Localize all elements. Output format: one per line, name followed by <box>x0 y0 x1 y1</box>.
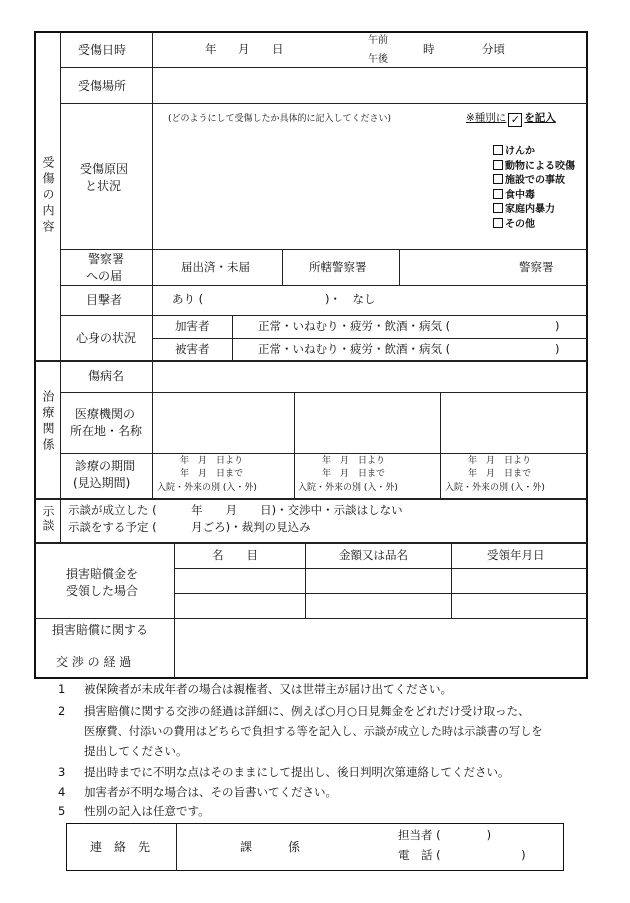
period-from: 年 月 日より <box>180 456 244 466</box>
period-label-2: (見込期間) <box>73 476 131 490</box>
hour-unit: 時 <box>423 42 435 56</box>
period-to: 年 月 日まで <box>180 469 244 479</box>
settlement-line-2[interactable]: 示談をする予定 ( 月ごろ)・裁判の見込み <box>68 520 311 534</box>
day-unit: 日 <box>272 42 284 56</box>
note-line: 被保険者が未成年者の場合は親権者、又は世帯主が届け出てください。 <box>84 682 452 696</box>
note-line: 性別の記入は任意です。 <box>84 804 210 818</box>
period-type[interactable]: 入院・外来の別 (入・外) <box>298 483 398 493</box>
col-header-name: 名 目 <box>212 548 258 562</box>
note-line: 損害賠償に関する交渉の経過は詳細に、例えば○月○日見舞金をどれだけ受け取った、 <box>84 704 530 718</box>
disease-label: 傷病名 <box>88 369 125 383</box>
note-line: 医療費、付添いの費用はどちらで負担する等を記入し、示談が成立した時は示談書の写しを <box>84 725 543 738</box>
period-label-1: 診療の期間 <box>75 459 136 473</box>
condition-label: 心身の状況 <box>76 331 137 345</box>
note-number: 5 <box>58 804 66 818</box>
note-number: 2 <box>58 704 66 718</box>
am-option[interactable]: 午前 <box>368 35 388 46</box>
facility-label-1: 医療機関の <box>75 407 136 421</box>
witness-yes[interactable]: あり ( <box>172 292 204 306</box>
checkbox-icon[interactable] <box>493 174 503 184</box>
type-item-fight[interactable]: けんか <box>493 145 575 160</box>
period-type[interactable]: 入院・外来の別 (入・外) <box>445 483 545 493</box>
note-line: 提出してください。 <box>84 744 188 758</box>
type-note <box>466 113 556 127</box>
facility-field-1[interactable] <box>154 394 293 452</box>
contact-dept[interactable]: 課 係 <box>240 840 301 854</box>
period-to: 年 月 日まで <box>322 469 386 479</box>
perpetrator-condition[interactable]: 正常・いねむり・疲労・飲酒・病気 ( <box>258 319 451 333</box>
contact-person[interactable]: 担当者 ( ) <box>398 828 492 842</box>
divider <box>35 542 587 544</box>
note-number: 1 <box>58 682 66 696</box>
checkbox-icon[interactable] <box>493 203 503 213</box>
year-unit: 年 <box>205 42 217 56</box>
negotiation-label-1: 損害賠償に関する <box>52 623 149 637</box>
type-item-domestic-violence[interactable]: 家庭内暴力 <box>493 203 575 218</box>
place-field[interactable] <box>154 69 586 102</box>
period-type[interactable]: 入院・外来の別 (入・外) <box>157 483 257 493</box>
note-line: 提出時までに不明な点はそのままにして提出し、後日判明次第連絡してください。 <box>84 765 510 779</box>
police-station-label: 所轄警察署 <box>309 260 367 274</box>
note-line: 加害者が不明な場合は、その旨書いてください。 <box>84 785 337 799</box>
facility-field-3[interactable] <box>442 394 586 452</box>
perpetrator-label: 加害者 <box>175 319 210 333</box>
contact-label: 連 絡 先 <box>90 840 151 854</box>
police-label-1: 警察署 <box>88 252 125 266</box>
compensation-label-2: 受領した場合 <box>66 584 139 598</box>
victim-condition[interactable]: 正常・いねむり・疲労・飲酒・病気 ( <box>258 342 451 356</box>
type-note-pre: ※種別に <box>466 112 507 124</box>
period-from: 年 月 日より <box>322 456 386 466</box>
cause-label-2: と状況 <box>85 179 122 193</box>
pm-option[interactable]: 午後 <box>368 54 388 65</box>
period-to: 年 月 日まで <box>468 469 532 479</box>
checkbox-icon[interactable] <box>493 189 503 199</box>
type-item-food-poisoning[interactable]: 食中毒 <box>493 189 575 204</box>
police-suffix: 警察署 <box>519 260 554 274</box>
note-number: 3 <box>58 765 66 779</box>
contact-phone[interactable]: 電 話 ( ) <box>398 848 526 862</box>
victim-label: 被害者 <box>175 342 210 356</box>
month-unit: 月 <box>238 42 250 56</box>
minute-unit: 分頃 <box>482 42 505 56</box>
checkbox-icon[interactable] <box>493 218 503 228</box>
cause-instruction: (どのようにして受傷したか具体的に記入してください) <box>168 114 392 124</box>
period-from: 年 月 日より <box>468 456 532 466</box>
section-label-injury: 受傷の内容 <box>41 156 55 236</box>
type-note-post: を記入 <box>524 112 556 124</box>
disease-field[interactable] <box>154 363 586 391</box>
injury-type-list <box>493 145 575 233</box>
type-item-other[interactable]: その他 <box>493 218 575 233</box>
note-number: 4 <box>58 785 66 799</box>
divider <box>35 360 587 362</box>
divider <box>35 498 587 500</box>
divider <box>35 618 587 619</box>
col-header-date: 受領年月日 <box>487 548 545 562</box>
witness-no[interactable]: )・ なし <box>325 292 376 306</box>
date-label: 受傷日時 <box>78 43 127 57</box>
type-item-animal-bite[interactable]: 動物による咬傷 <box>493 160 575 175</box>
checkbox-icon[interactable] <box>493 145 503 155</box>
police-label-2: への届 <box>86 269 123 283</box>
negotiation-label-2: 交 渉 の 経 過 <box>56 655 132 669</box>
close-paren: ) <box>555 319 560 333</box>
col-header-amount: 金額又は品名 <box>339 548 408 562</box>
cause-label-1: 受傷原因 <box>80 162 129 176</box>
checkbox-icon[interactable] <box>493 160 503 170</box>
type-item-facility-accident[interactable]: 施設での事故 <box>493 174 575 189</box>
check-icon: ✓ <box>508 113 522 127</box>
settlement-line-1[interactable]: 示談が成立した ( 年 月 日)・交渉中・示談はしない <box>68 503 403 517</box>
close-paren: ) <box>555 342 560 356</box>
compensation-label-1: 損害賠償金を <box>66 567 139 581</box>
facility-label-2: 所在地・名称 <box>70 424 143 438</box>
police-status[interactable]: 届出済・未届 <box>181 260 250 274</box>
facility-field-2[interactable] <box>296 394 439 452</box>
witness-label: 目撃者 <box>86 293 123 307</box>
negotiation-field[interactable] <box>176 620 586 677</box>
section-label-treatment: 治療関係 <box>41 390 55 454</box>
place-label: 受傷場所 <box>78 79 127 93</box>
section-label-settlement: 示談 <box>41 505 55 533</box>
